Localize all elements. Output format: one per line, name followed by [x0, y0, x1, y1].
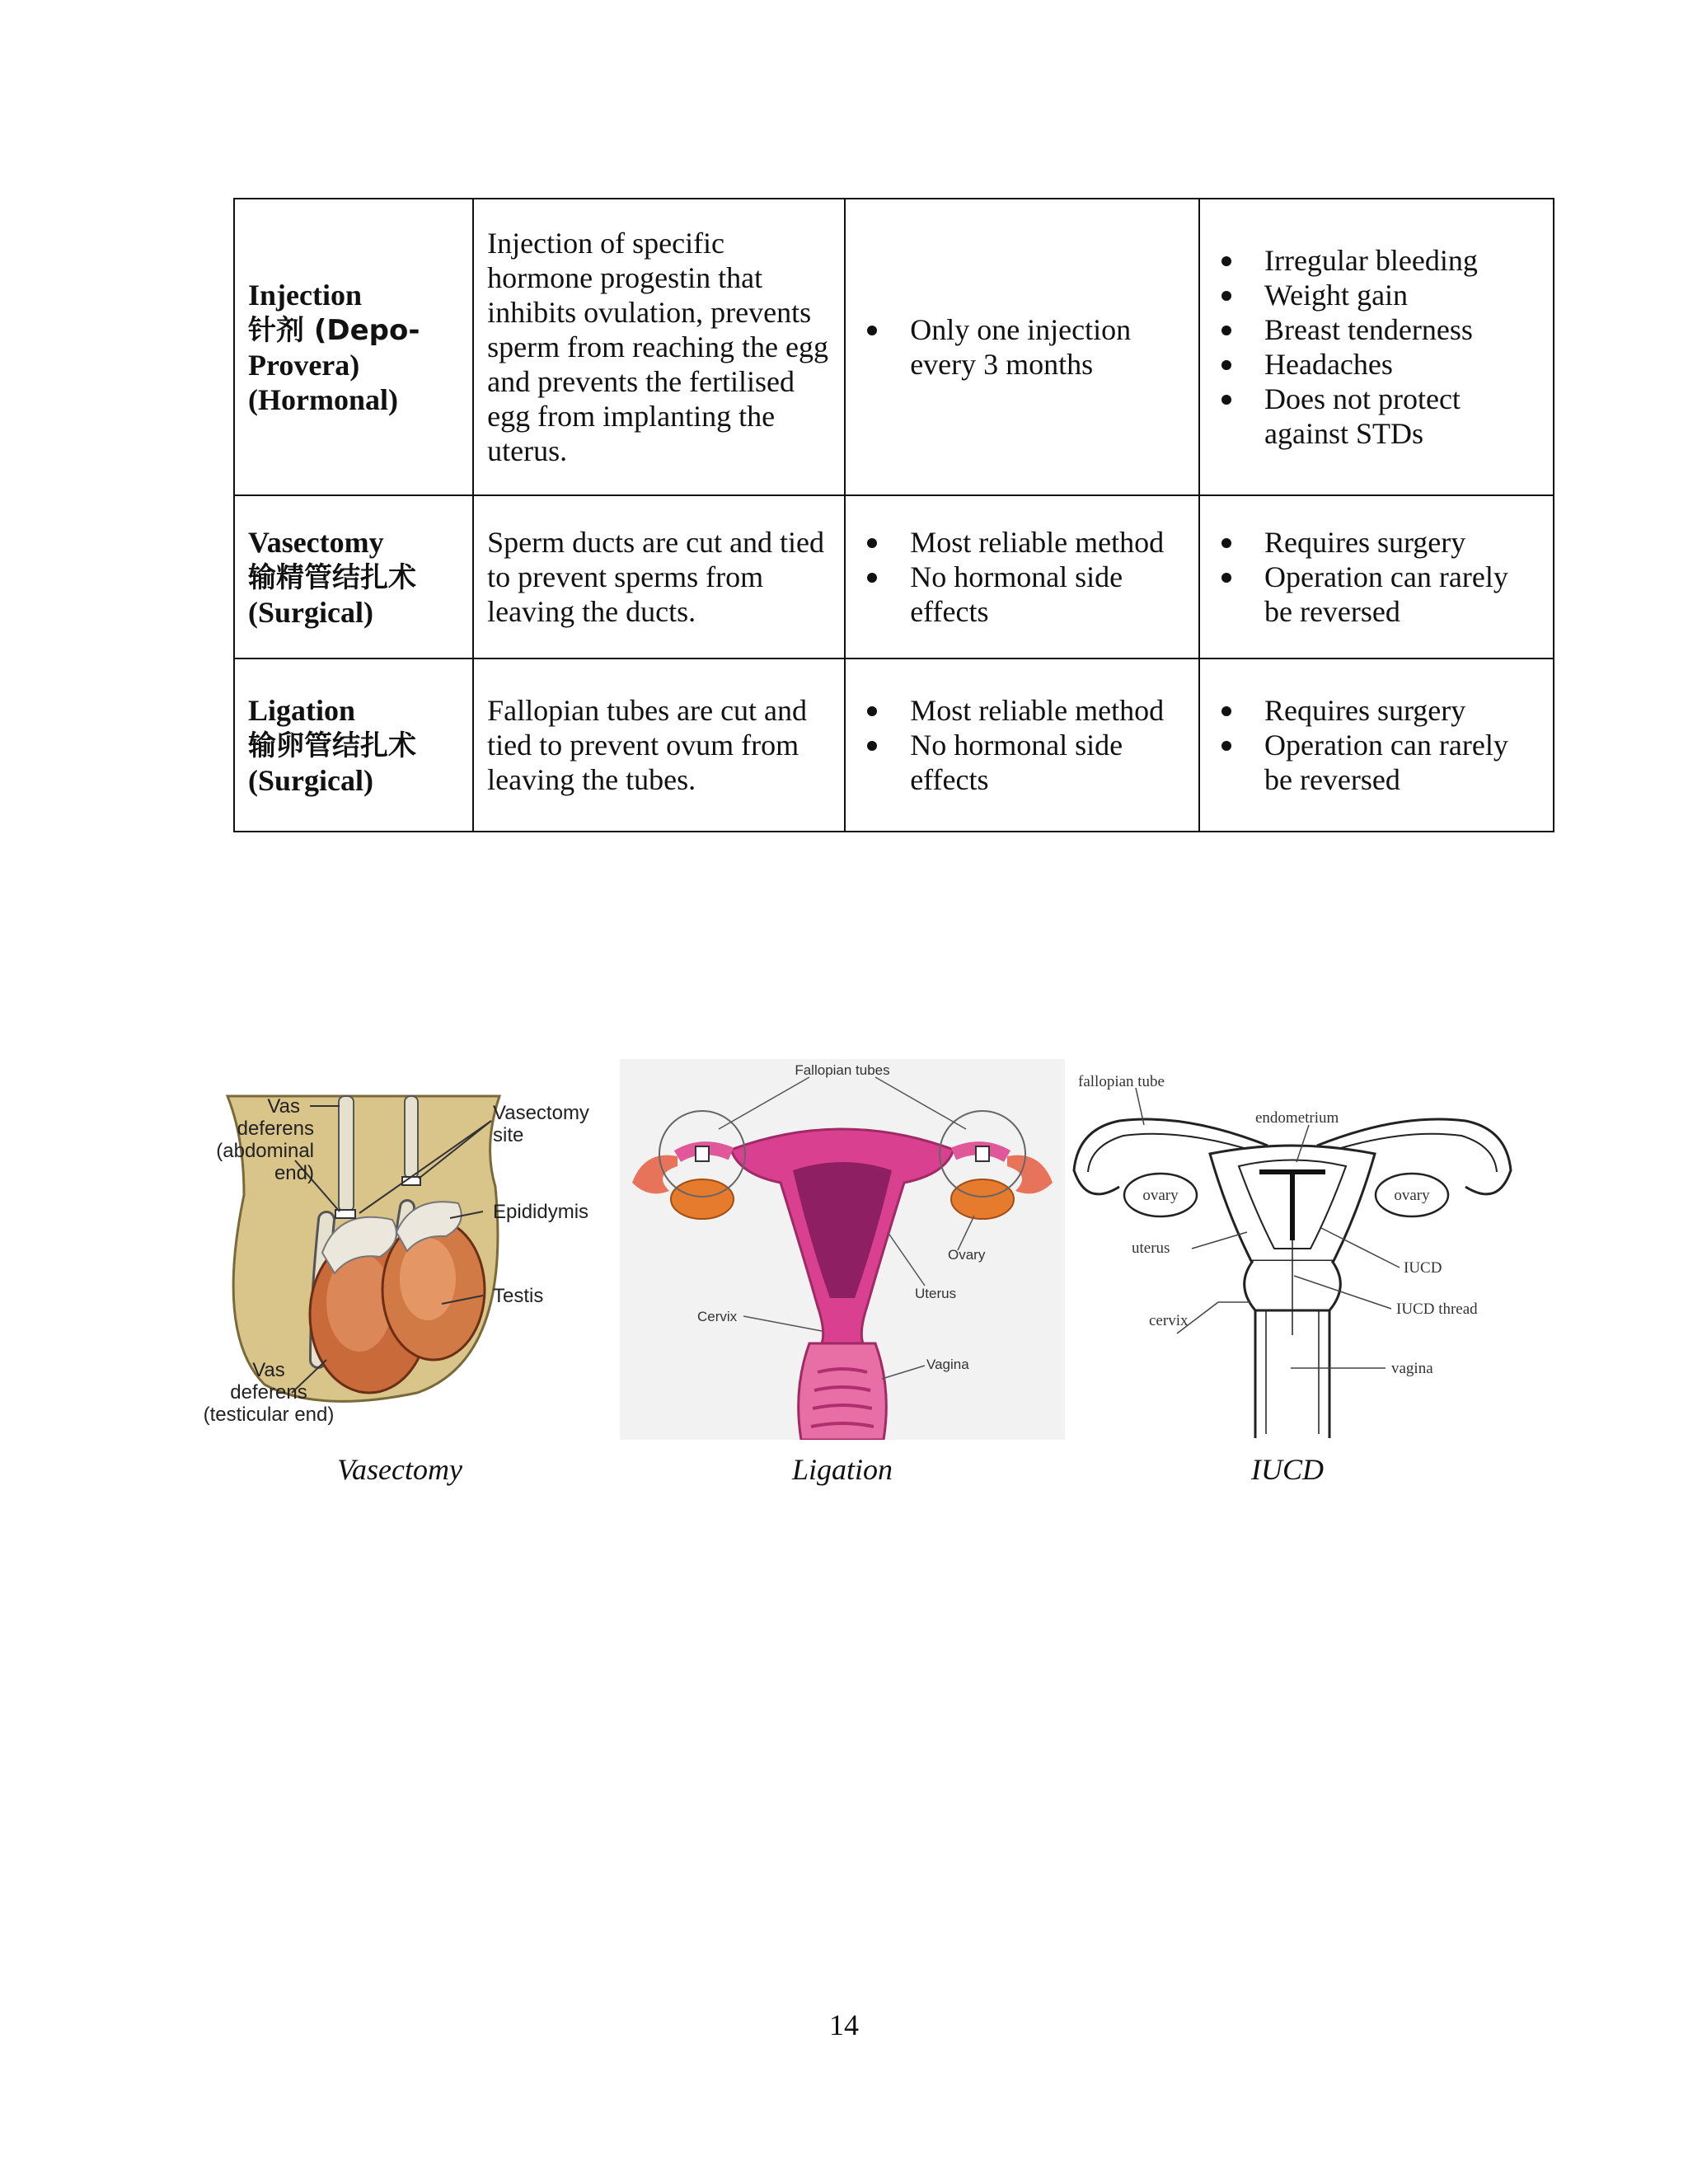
label-vas-tes-1: Vas	[252, 1359, 285, 1381]
method-name-line: (Hormonal)	[248, 382, 398, 416]
label-ovary-right: ovary	[1394, 1187, 1430, 1204]
label-iucd: IUCD	[1404, 1259, 1442, 1277]
label-vagina: vagina	[1391, 1360, 1433, 1377]
iucd-diagram	[1070, 1063, 1515, 1442]
label-vas-abd-4: end)	[274, 1162, 314, 1184]
advantages-cell	[845, 199, 1199, 495]
caption-ligation: Ligation	[791, 1453, 893, 1486]
cut-tube-left	[696, 1146, 709, 1161]
label-testis: Testis	[493, 1285, 544, 1307]
list-item: Only one injection every 3 months	[859, 312, 1185, 382]
label-cervix: Cervix	[697, 1309, 738, 1324]
list-item: Requires surgery	[1213, 525, 1540, 560]
label-uterus: uterus	[1132, 1240, 1170, 1257]
label-endometrium: endometrium	[1255, 1109, 1339, 1127]
method-name-cell	[234, 199, 473, 495]
label-uterus: Uterus	[915, 1286, 957, 1301]
label-cervix: cervix	[1149, 1312, 1189, 1329]
method-description: Sperm ducts are cut and tied to prevent sperms from leaving the ducts.	[473, 495, 845, 658]
method-description: Fallopian tubes are cut and tied to prevent ovum from leaving the tubes.	[473, 658, 845, 832]
label-vasectomy-site-2: site	[493, 1124, 524, 1146]
disadvantages-cell	[1199, 199, 1554, 495]
disadvantages-cell	[1199, 495, 1554, 658]
vas-deferens-upper-right	[405, 1096, 418, 1179]
disadvantages-list	[1213, 525, 1540, 629]
method-name-line: Ligation	[248, 693, 356, 727]
method-name-line: 输精管结扎术	[248, 560, 416, 594]
ovary-right	[951, 1179, 1014, 1219]
page-number: 14	[829, 2008, 859, 2041]
label-iucd-thread: IUCD thread	[1396, 1301, 1478, 1318]
cut-tube-right	[976, 1146, 989, 1161]
list-item: Most reliable method	[859, 693, 1185, 728]
method-name-cell	[234, 495, 473, 658]
advantages-list	[859, 525, 1185, 629]
method-name-line: Injection	[248, 278, 362, 312]
list-item: Does not protect against STDs	[1213, 382, 1540, 451]
method-name-line	[248, 312, 459, 348]
disadvantages-list	[1213, 693, 1540, 797]
advantages-cell	[845, 658, 1199, 832]
label-fallopian-tubes: Fallopian tubes	[795, 1062, 890, 1078]
disadvantages-cell	[1199, 658, 1554, 832]
list-item: Breast tenderness	[1213, 312, 1540, 347]
label-vas-abd-3: (abdominal	[216, 1140, 314, 1162]
method-name-line	[248, 728, 459, 763]
caption-vasectomy: Vasectomy	[337, 1453, 462, 1486]
advantages-list	[859, 693, 1185, 797]
contraception-methods-table	[233, 198, 1554, 832]
advantages-cell	[845, 495, 1199, 658]
vasectomy-diagram	[195, 1088, 607, 1426]
disadvantages-list	[1213, 243, 1540, 451]
label-vas-tes-3: (testicular end)	[203, 1404, 335, 1426]
label-vagina: Vagina	[926, 1357, 969, 1372]
label-fallopian-tube: fallopian tube	[1078, 1073, 1165, 1090]
ligation-illustration	[620, 1059, 1065, 1440]
list-item: Operation can rarely be reversed	[1213, 560, 1540, 629]
method-name-line: 输卵管结扎术	[248, 729, 416, 762]
label-vas-abd-1: Vas	[267, 1095, 300, 1118]
vas-deferens-upper-left	[339, 1096, 354, 1212]
caption-iucd: IUCD	[1251, 1453, 1324, 1486]
label-vasectomy-site-1: Vasectomy	[493, 1102, 589, 1124]
vasectomy-illustration	[195, 1088, 607, 1426]
list-item: No hormonal side effects	[859, 728, 1185, 797]
table-row	[234, 199, 1554, 495]
ovary-left	[671, 1179, 734, 1219]
method-name-line: (Surgical)	[248, 763, 373, 797]
method-name-line: Provera)	[248, 348, 360, 382]
label-epididymis: Epididymis	[493, 1201, 589, 1223]
list-item: Irregular bleeding	[1213, 243, 1540, 278]
advantages-list	[859, 312, 1185, 382]
list-item: No hormonal side effects	[859, 560, 1185, 629]
method-name-line: 针剂 (Depo-	[248, 313, 420, 347]
method-description: Injection of specific hormone progestin that inhibits ovulation, prevents sperm from reaching the egg and prevents the fertilised egg from implanting the uterus.	[473, 199, 845, 495]
label-vas-tes-2: deferens	[230, 1381, 307, 1404]
label-ovary-left: ovary	[1142, 1187, 1179, 1204]
table-row	[234, 495, 1554, 658]
method-name-line: (Surgical)	[248, 595, 373, 629]
list-item: Requires surgery	[1213, 693, 1540, 728]
method-name-line	[248, 560, 459, 595]
label-vas-abd-2: deferens	[237, 1118, 314, 1140]
list-item: Weight gain	[1213, 278, 1540, 312]
table-row	[234, 658, 1554, 832]
list-item: Most reliable method	[859, 525, 1185, 560]
list-item: Headaches	[1213, 347, 1540, 382]
method-name-line: Vasectomy	[248, 525, 384, 559]
iucd-illustration	[1070, 1063, 1515, 1442]
method-name-cell	[234, 658, 473, 832]
label-ovary: Ovary	[948, 1247, 986, 1263]
ligation-diagram	[620, 1059, 1065, 1440]
list-item: Operation can rarely be reversed	[1213, 728, 1540, 797]
